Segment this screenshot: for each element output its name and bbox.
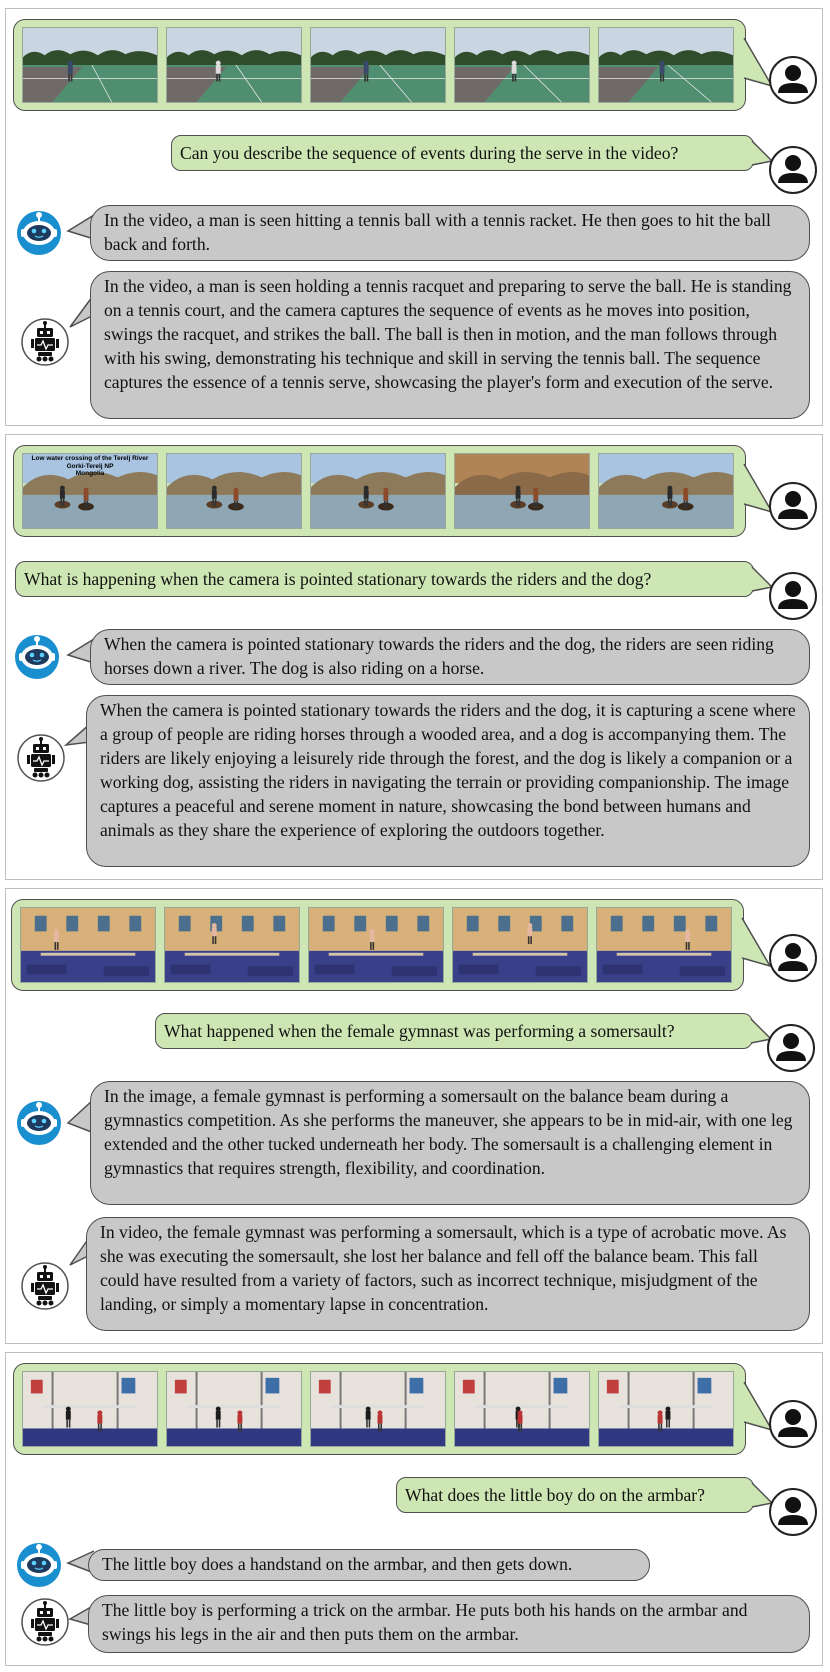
example-panel-tennis — [5, 8, 823, 426]
boxy-robot-icon — [20, 1261, 70, 1311]
round-robot-face-icon — [14, 1539, 64, 1589]
example-panel-armbar — [5, 1352, 823, 1666]
model-a-answer: In the image, a female gymnast is performing a somersault on the balance beam during a gymnastics competition. As she performs the maneuver, she appears to be in mid-air, with one leg extended and the other tucked underneath her body. The somersault is a challenging element in gymnastics that requires strength, flexibility, and coordination. — [90, 1081, 810, 1205]
model-a-answer: In the video, a man is seen hitting a tennis ball with a tennis racket. He then goes to hit the ball back and forth. — [90, 205, 810, 261]
user-avatar-icon — [768, 55, 818, 105]
user-avatar-icon — [768, 145, 818, 195]
video-frame — [598, 27, 734, 103]
round-robot-face-icon — [12, 631, 62, 681]
video-frame — [164, 907, 300, 983]
model-b-answer: In video, the female gymnast was performing a somersault, which is a type of acrobatic move. As she was executing the somersault, she lost her balance and fell off the balance beam. This fall could have resulted from a variety of factors, such as incorrect technique, misjudgment of the landing, or simply a momentary lapse in concentration. — [86, 1217, 810, 1331]
question-bubble: What happened when the female gymnast was performing a somersault? — [155, 1013, 753, 1049]
video-frame — [20, 907, 156, 983]
frame-caption: Low water crossing of the Terelj River Gorki-Terelj NP Mongolia — [31, 455, 149, 477]
boxy-robot-icon — [20, 1597, 70, 1647]
model-a-answer: When the camera is pointed stationary towards the riders and the dog, the riders are seen riding horses down a river. The dog is also riding on a horse. — [90, 629, 810, 685]
video-frame — [454, 1371, 590, 1447]
video-frame — [598, 1371, 734, 1447]
video-frame — [454, 453, 590, 529]
video-frame-strip — [13, 19, 746, 111]
video-frame — [598, 453, 734, 529]
boxy-robot-icon — [16, 733, 66, 783]
video-frame-strip — [13, 1363, 746, 1455]
example-panel-gymnast — [5, 888, 823, 1344]
video-frame — [454, 27, 590, 103]
question-bubble: What is happening when the camera is pointed stationary towards the riders and the dog? — [15, 561, 754, 597]
user-avatar-icon — [768, 1399, 818, 1449]
video-frame — [22, 453, 158, 529]
model-a-answer: The little boy does a handstand on the armbar, and then gets down. — [88, 1549, 650, 1581]
round-robot-face-icon — [14, 207, 64, 257]
boxy-robot-icon — [20, 317, 70, 367]
video-frame — [310, 27, 446, 103]
model-b-answer: In the video, a man is seen holding a tennis racquet and preparing to serve the ball. He is standing on a tennis court, and the camera captures the sequence of events as he moves into position, swings the racquet, and strikes the ball. The ball is then in motion, and the man follows through with his swing, demonstrating his technique and skill in serving the tennis ball. The sequence captures the essence of a tennis serve, showcasing the player's form and execution of the serve. — [90, 271, 810, 419]
round-robot-face-icon — [14, 1097, 64, 1147]
video-frame — [452, 907, 588, 983]
question-bubble: Can you describe the sequence of events during the serve in the video? — [171, 135, 754, 171]
model-b-answer: When the camera is pointed stationary towards the riders and the dog, it is capturing a scene where a group of people are riding horses through a wooded area, and a dog is accompanying them. The riders are likely enjoying a leisurely ride through the forest, and the dog is likely a companion or a working dog, assisting the riders in navigating the terrain or providing companionship. The image captures a peaceful and serene moment in nature, showcasing the bond between humans and animals as they share the experience of exploring the outdoors together. — [86, 695, 810, 867]
video-frame-strip — [13, 445, 746, 537]
model-b-answer: The little boy is performing a trick on the armbar. He puts both his hands on the armbar and swings his legs in the air and then puts them on the armbar. — [88, 1595, 810, 1653]
user-avatar-icon — [768, 933, 818, 983]
question-bubble: What does the little boy do on the armbar? — [396, 1477, 754, 1513]
example-panel-horse-riders — [5, 434, 823, 880]
user-avatar-icon — [766, 1023, 816, 1073]
video-frame — [22, 27, 158, 103]
video-frame — [166, 1371, 302, 1447]
user-avatar-icon — [768, 571, 818, 621]
video-frame — [310, 1371, 446, 1447]
video-frame — [310, 453, 446, 529]
video-frame — [22, 1371, 158, 1447]
user-avatar-icon — [768, 1487, 818, 1537]
video-frame — [166, 453, 302, 529]
user-avatar-icon — [768, 481, 818, 531]
video-frame — [596, 907, 732, 983]
video-frame — [308, 907, 444, 983]
video-frame — [166, 27, 302, 103]
video-frame-strip — [11, 899, 744, 991]
